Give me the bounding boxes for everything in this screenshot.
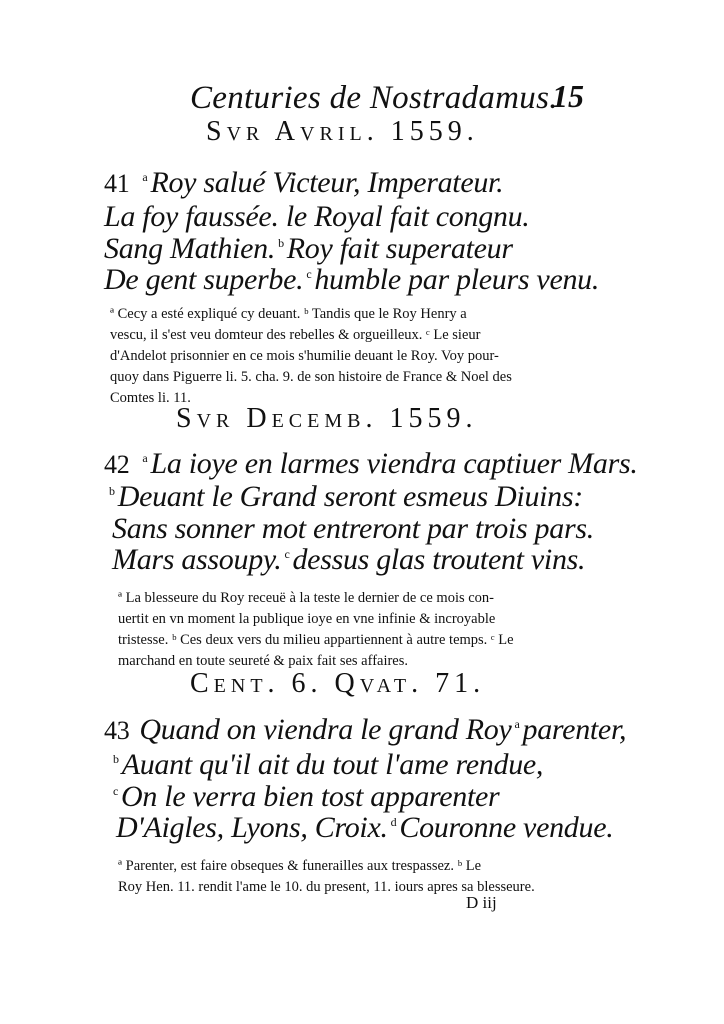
note-mark: b: [278, 236, 284, 250]
note-mark: d: [390, 815, 397, 829]
footnote-line: quoy dans Piguerre li. 5. cha. 9. de son histoire de France & Noel des: [110, 369, 512, 385]
footnote-line: Comtes li. 11.: [110, 390, 191, 406]
verse-line: [106, 480, 583, 514]
verse-text: Sang Mathien.: [104, 232, 276, 265]
footnote-line: uertit en vn moment la publique ioye en vne infinie & incroyable: [118, 611, 496, 627]
quatrain-number: 41: [104, 169, 130, 198]
note-mark: a: [142, 451, 148, 465]
footnote-line: Roy Hen. 11. rendit l'ame le 10. du present, 11. iours apres sa blesseure.: [118, 879, 535, 895]
verse-line: [104, 232, 513, 266]
verse-text: parenter,: [522, 713, 627, 746]
verse-line: [110, 748, 543, 782]
verse-text: Deuant le Grand seront esmeus Diuins:: [117, 480, 583, 513]
verse-text: De gent superbe.: [104, 263, 304, 296]
verse-line: [116, 811, 613, 845]
verse-line: [104, 713, 626, 747]
note-mark: c: [284, 547, 290, 561]
verse-text: Mars assoupy.: [112, 543, 282, 576]
footnote-line: vescu, il s'est veu domteur des rebelles & orgueilleux. ᶜ Le sieur: [110, 327, 481, 343]
verse-text: Roy fait superateur: [286, 232, 513, 265]
verse-text: La foy faussée. le Royal fait congnu.: [104, 200, 530, 233]
footnote-line: d'Andelot prisonnier en ce mois s'humilie deuant le Roy. Voy pour-: [110, 348, 499, 364]
quatrain-number: 43: [104, 716, 130, 745]
footnote-line: ª Parenter, est faire obseques & funerailles aux trespassez. ᵇ Le: [118, 858, 482, 874]
verse-text: dessus glas troutent vins.: [292, 543, 586, 576]
verse-text: Couronne vendue.: [399, 811, 614, 844]
note-mark: c: [306, 267, 312, 281]
section-heading: Svr Avril. 1559.: [206, 116, 479, 147]
verse-text: Roy salué Victeur, Imperateur.: [150, 166, 504, 199]
footnote-line: tristesse. ᵇ Ces deux vers du milieu appartiennent à autre temps. ᶜ Le: [118, 632, 514, 648]
verse-text: On le verra bien tost apparenter: [121, 780, 500, 813]
verse-text: Auant qu'il ait du tout l'ame rendue,: [121, 748, 544, 781]
verse-line: [104, 200, 530, 234]
footnote-block: [118, 588, 588, 672]
verse-text: D'Aigles, Lyons, Croix.: [116, 811, 388, 844]
verse-text: La ioye en larmes viendra captiuer Mars.: [150, 447, 638, 480]
note-mark: a: [142, 170, 148, 184]
section-heading: Svr Decemb. 1559.: [176, 403, 478, 434]
verse-text: humble par pleurs venu.: [314, 263, 600, 296]
section-heading: Cent. 6. Qvat. 71.: [190, 668, 486, 699]
note-mark: b: [113, 752, 119, 766]
footnote-block: [110, 304, 590, 409]
footnote-line: ª La blesseure du Roy receuë à la teste le dernier de ce mois con-: [118, 590, 495, 606]
verse-line: [104, 166, 503, 200]
running-title: Centuries de Nostradamus.: [190, 80, 558, 116]
verse-line: [104, 263, 599, 297]
verse-line: [110, 780, 499, 814]
note-mark: b: [109, 484, 115, 498]
footnote-line: marchand en toute seureté & paix fait ses affaires.: [118, 653, 409, 669]
verse-text: Sans sonner mot entreront par trois pars.: [112, 512, 594, 545]
quatrain-number: 42: [104, 450, 130, 479]
page-number: 15: [552, 78, 584, 114]
verse-line: [104, 447, 638, 481]
footnote-block: [118, 856, 588, 898]
signature-mark: D iij: [466, 893, 497, 912]
footnote-line: ª Cecy a esté expliqué cy deuant. ᵇ Tandis que le Roy Henry a: [110, 306, 467, 322]
verse-text: Quand on viendra le grand Roy: [139, 713, 512, 746]
verse-line: [112, 543, 585, 577]
verse-line: [112, 512, 594, 546]
note-mark: c: [113, 784, 119, 798]
note-mark: a: [514, 717, 520, 731]
